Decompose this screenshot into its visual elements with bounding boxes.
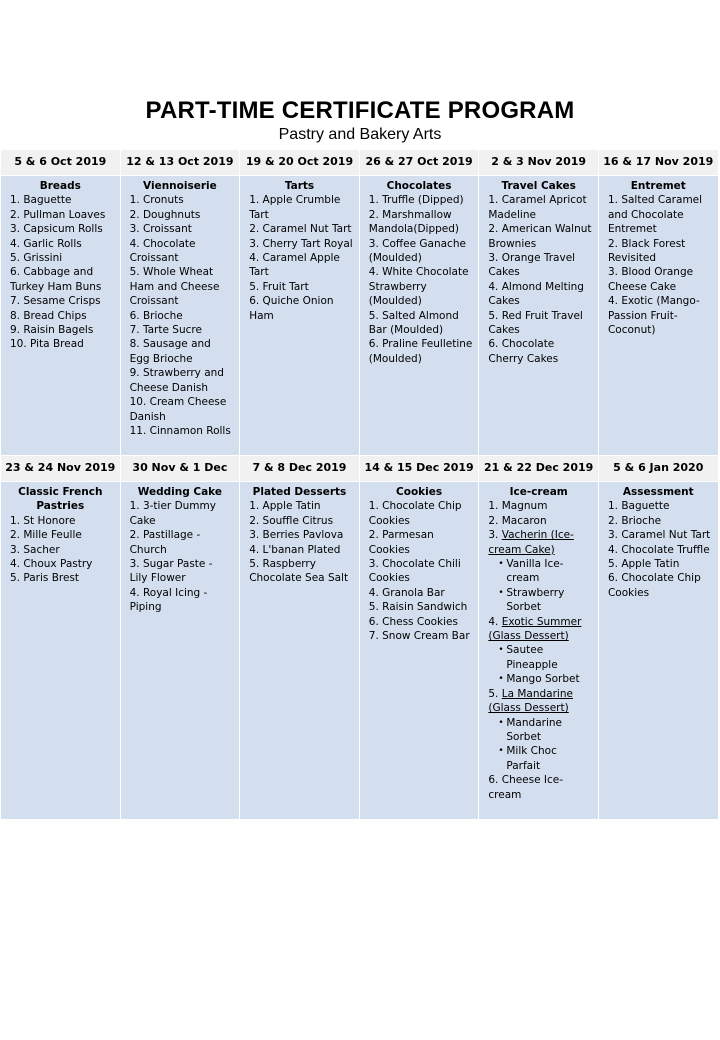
module-item-list [599, 499, 718, 600]
date-row-1 [1, 150, 719, 176]
item-name: Vacherin (Ice-cream Cake) [488, 529, 574, 556]
module-title: Classic French Pastries [18, 486, 103, 513]
list-item: 9. Raisin Bagels [10, 324, 94, 337]
date-cell: 2 & 3 Nov 2019 [479, 150, 599, 176]
item-name: Magnum [501, 500, 548, 513]
page-title: PART-TIME CERTIFICATE PROGRAM [145, 97, 575, 124]
list-item: 8. Sausage and Egg Brioche [129, 338, 211, 365]
list-item: 3. Caramel Nut Tart [607, 529, 711, 542]
list-item: 8. Bread Chips [10, 309, 87, 322]
date-cell: 5 & 6 Jan 2020 [598, 456, 718, 482]
date-cell: 26 & 27 Oct 2019 [359, 150, 479, 176]
list-item: 3. Berries Pavlova [249, 529, 344, 542]
list-item: 4. L'banan Plated [249, 543, 341, 556]
module-cell-travel-cakes [479, 176, 599, 456]
module-title: Viennoiserie [143, 180, 217, 192]
date-cell: 16 & 17 Nov 2019 [598, 150, 718, 176]
list-item: 5. Raisin Sandwich [368, 601, 468, 614]
item-name: Macaron [501, 514, 547, 527]
list-item: 3. Orange Travel Cakes [488, 252, 576, 279]
module-cell-viennoiserie [120, 176, 240, 456]
list-item: 7. Snow Cream Bar [368, 630, 470, 643]
date-cell: 12 & 13 Oct 2019 [120, 150, 240, 176]
sub-item-list [488, 643, 592, 686]
list-item: 2. Black Forest Revisited [607, 237, 686, 265]
list-item: 2. American Walnut Brownies [488, 223, 592, 250]
module-item-list [1, 193, 120, 351]
list-item: 2. Pullman Loaves [10, 208, 106, 221]
list-item: 4. Chocolate Croissant [129, 237, 196, 265]
list-item [488, 687, 592, 773]
list-item [488, 773, 592, 802]
sub-item-list [488, 557, 592, 615]
item-name: Cheese Ice-cream [488, 774, 564, 801]
module-cell-plated-desserts [240, 482, 360, 820]
module-item-list [121, 193, 240, 438]
list-item: 4. Granola Bar [368, 586, 445, 599]
module-title: Entremet [630, 180, 686, 192]
list-item: 3. Capsicum Rolls [10, 223, 103, 236]
list-item: 4. Caramel Apple Tart [249, 252, 340, 279]
list-item: 2. Caramel Nut Tart [249, 223, 352, 236]
date-cell: 14 & 15 Dec 2019 [359, 456, 479, 482]
list-item: 2. Souffle Citrus [249, 514, 334, 527]
item-number: 3. [488, 529, 502, 542]
list-item: 2. Marshmallow Mandola(Dipped) [368, 208, 460, 236]
list-item: 10. Cream Cheese Danish [129, 396, 227, 423]
item-name: La Mandarine (Glass Dessert) [488, 687, 573, 715]
list-item: 1. 3-tier Dummy Cake [129, 500, 216, 527]
sub-list-item: • Vanilla Ice-cream [498, 557, 592, 586]
date-row-2 [1, 456, 719, 482]
module-title: Tarts [284, 180, 315, 192]
sub-item-list [488, 716, 592, 774]
list-item: 6. Chess Cookies [368, 615, 458, 628]
list-item: 4. Chocolate Truffle [607, 543, 710, 556]
list-item: 3. Chocolate Chili Cookies [368, 558, 461, 585]
module-title: Ice-cream [509, 486, 568, 498]
list-item: 1. Caramel Apricot Madeline [488, 194, 587, 221]
list-item: 7. Sesame Crisps [10, 295, 101, 308]
item-number: 1. [488, 500, 502, 513]
module-cell-breads [1, 176, 121, 456]
item-name: Exotic Summer (Glass Dessert) [488, 615, 582, 643]
module-title: Breads [39, 180, 81, 192]
item-number: 5. [488, 687, 502, 700]
item-number: 2. [488, 514, 502, 527]
list-item: 6. Chocolate Chip Cookies [607, 572, 701, 599]
module-cell-classic-french-pastries [1, 482, 121, 820]
module-item-list [479, 193, 598, 366]
date-cell: 21 & 22 Dec 2019 [479, 456, 599, 482]
sub-list-item: • Mango Sorbet [498, 672, 592, 686]
sub-list-item: • Sautee Pineapple [498, 643, 592, 672]
module-cell-tarts [240, 176, 360, 456]
list-item: 1. Baguette [607, 500, 670, 513]
list-item [488, 615, 592, 687]
module-item-list [240, 499, 359, 585]
list-item: 4. Exotic (Mango-Passion Fruit-Coconut) [607, 295, 700, 337]
module-row-1 [1, 176, 719, 456]
module-item-list [599, 193, 718, 337]
list-item: 11. Cinnamon Rolls [129, 424, 231, 437]
list-item: 6. Praline Feulletine (Moulded) [368, 338, 473, 365]
sub-list-item: • Strawberry Sorbet [498, 586, 592, 615]
list-item: 2. Brioche [607, 514, 662, 527]
module-item-list [240, 193, 359, 323]
module-cell-entremet [598, 176, 718, 456]
list-item: 4. Royal Icing - Piping [129, 586, 208, 614]
list-item: 1. Salted Caramel and Chocolate Entremet [607, 194, 703, 236]
list-item: 4. Garlic Rolls [10, 237, 82, 250]
list-item: 2. Mille Feulle [10, 529, 82, 542]
module-title: Chocolates [386, 180, 452, 192]
list-item: 1. Apple Crumble Tart [249, 194, 341, 221]
page-subtitle: Pastry and Bakery Arts [278, 126, 442, 143]
list-item: 3. Coffee Ganache (Moulded) [368, 237, 466, 265]
list-item: 5. Apple Tatin [607, 558, 680, 571]
item-number: 4. [488, 615, 502, 628]
module-title: Cookies [396, 486, 443, 498]
module-cell-wedding-cake [120, 482, 240, 820]
module-title: Wedding Cake [137, 486, 222, 498]
list-item: 1. Chocolate Chip Cookies [368, 500, 462, 527]
list-item: 3. Sugar Paste - Lily Flower [129, 558, 213, 585]
list-item: 5. Fruit Tart [249, 280, 309, 293]
module-cell-ice-cream [479, 482, 599, 820]
list-item: 2. Doughnuts [129, 208, 201, 221]
list-item: 3. Croissant [129, 223, 192, 236]
module-cell-assessment [598, 482, 718, 820]
item-number: 6. [488, 774, 502, 787]
list-item: 3. Blood Orange Cheese Cake [607, 266, 694, 293]
date-cell: 30 Nov & 1 Dec [120, 456, 240, 482]
list-item [488, 499, 592, 513]
list-item: 7. Tarte Sucre [129, 324, 202, 337]
date-cell: 19 & 20 Oct 2019 [240, 150, 360, 176]
list-item: 1. St Honore [10, 514, 76, 527]
module-row-2 [1, 482, 719, 820]
module-cell-cookies [359, 482, 479, 820]
list-item: 1. Cronuts [129, 194, 184, 207]
list-item: 4. White Chocolate Strawberry (Moulded) [368, 266, 469, 308]
module-item-list [360, 193, 479, 366]
list-item: 6. Quiche Onion Ham [249, 295, 334, 322]
list-item: 5. Raspberry Chocolate Sea Salt [249, 558, 349, 585]
sub-list-item: • Mandarine Sorbet [498, 716, 592, 745]
list-item: 6. Brioche [129, 309, 183, 322]
list-item: 1. Baguette [10, 194, 72, 207]
sub-list-item: • Milk Choc Parfait [498, 744, 592, 773]
list-item: 5. Salted Almond Bar (Moulded) [368, 309, 459, 337]
list-item: 4. Almond Melting Cakes [488, 280, 584, 308]
module-cell-chocolates [359, 176, 479, 456]
date-cell: 5 & 6 Oct 2019 [1, 150, 121, 176]
list-item: 5. Paris Brest [10, 572, 80, 585]
module-item-list [479, 499, 598, 802]
list-item: 3. Cherry Tart Royal [249, 237, 353, 250]
list-item: 4. Choux Pastry [10, 558, 93, 571]
list-item: 6. Chocolate Cherry Cakes [488, 338, 559, 365]
module-title: Assessment [622, 486, 694, 498]
list-item: 2. Pastillage - Church [129, 529, 201, 556]
list-item: 9. Strawberry and Cheese Danish [129, 367, 224, 394]
module-item-list [121, 499, 240, 614]
list-item: 5. Grissini [10, 252, 63, 265]
list-item: 1. Apple Tatin [249, 500, 321, 513]
list-item: 1. Truffle (Dipped) [368, 194, 464, 207]
list-item: 5. Red Fruit Travel Cakes [488, 309, 583, 337]
list-item: 6. Cabbage and Turkey Ham Buns [10, 266, 102, 293]
date-cell: 7 & 8 Dec 2019 [240, 456, 360, 482]
date-cell: 23 & 24 Nov 2019 [1, 456, 121, 482]
list-item: 10. Pita Bread [10, 338, 84, 351]
list-item [488, 528, 592, 614]
module-item-list [1, 514, 120, 586]
list-item: 3. Sacher [10, 543, 60, 556]
module-title: Plated Desserts [252, 486, 347, 498]
list-item: 5. Whole Wheat Ham and Cheese Croissant [129, 266, 220, 308]
list-item [488, 514, 592, 528]
module-title: Travel Cakes [501, 180, 576, 192]
list-item: 2. Parmesan Cookies [368, 529, 434, 556]
schedule-table [0, 149, 719, 820]
module-item-list [360, 499, 479, 643]
